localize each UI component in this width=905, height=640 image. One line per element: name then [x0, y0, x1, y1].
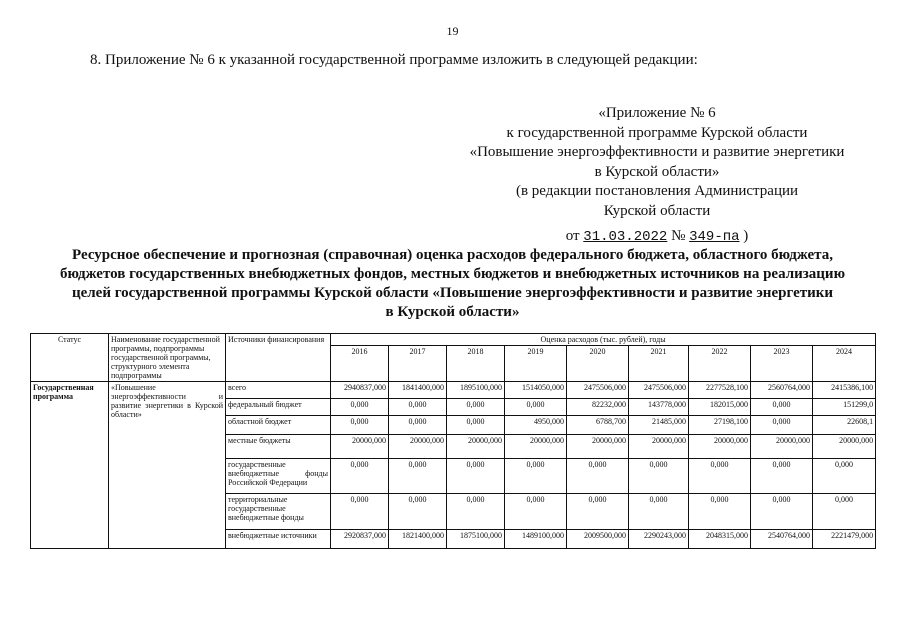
value-cell: 0,000	[331, 459, 389, 494]
value-cell: 0,000	[331, 494, 389, 530]
resource-table	[30, 333, 876, 549]
header-name: Наименование государственной программы, подпрограммы государственной программы, структурного элемента подпрограммы	[109, 334, 226, 382]
value-cell: 0,000	[447, 416, 505, 435]
appendix-line-4: в Курской области»	[594, 163, 720, 180]
value-cell: 20000,000	[389, 435, 447, 459]
appendix-line-2: к государственной программе Курской области	[506, 124, 808, 141]
value-cell: 2940837,000	[331, 382, 389, 399]
number-prefix: №	[671, 228, 686, 244]
value-cell: 6788,700	[567, 416, 629, 435]
appendix-line-6: Курской области	[603, 202, 711, 219]
value-cell: 2221479,000	[813, 530, 876, 549]
value-cell: 1489100,000	[505, 530, 567, 549]
appendix-line-3: «Повышение энергоэффективности и развитие энергетики	[469, 144, 845, 160]
value-cell: 0,000	[751, 459, 813, 494]
value-cell: 0,000	[331, 399, 389, 416]
value-cell: 2475506,000	[567, 382, 629, 399]
source-cell: всего	[226, 382, 331, 399]
value-cell: 2009500,000	[567, 530, 629, 549]
source-cell: территориальные государственные внебюджетные фонды	[226, 494, 331, 530]
value-cell: 20000,000	[813, 435, 876, 459]
decree-number: 349-па	[689, 229, 740, 245]
source-cell: областной бюджет	[226, 416, 331, 435]
value-cell: 20000,000	[567, 435, 629, 459]
header-source: Источники финансирования	[226, 334, 331, 382]
value-cell: 0,000	[389, 494, 447, 530]
header-estimate: Оценка расходов (тыс. рублей), годы	[331, 334, 876, 346]
value-cell: 2560764,000	[751, 382, 813, 399]
value-cell: 0,000	[505, 459, 567, 494]
status-cell: Государственная программа	[31, 382, 109, 549]
source-cell: государственные внебюджетные фонды Российской Федерации	[226, 459, 331, 494]
header-year: 2022	[689, 346, 751, 382]
page-number: 19	[446, 24, 459, 38]
value-cell: 143778,000	[629, 399, 689, 416]
header-year: 2016	[331, 346, 389, 382]
value-cell: 0,000	[629, 459, 689, 494]
value-cell: 20000,000	[505, 435, 567, 459]
value-cell: 0,000	[751, 399, 813, 416]
value-cell: 20000,000	[331, 435, 389, 459]
value-cell: 2415386,100	[813, 382, 876, 399]
value-cell: 151299,0	[813, 399, 876, 416]
header-year: 2020	[567, 346, 629, 382]
value-cell: 0,000	[813, 494, 876, 530]
value-cell: 0,000	[751, 494, 813, 530]
value-cell: 0,000	[567, 494, 629, 530]
title-line-1: Ресурсное обеспечение и прогнозная (справочная) оценка расходов федерального бюджета, областного бюджета,	[72, 247, 833, 263]
appendix-line-1: «Приложение № 6	[598, 105, 716, 121]
source-cell: федеральный бюджет	[226, 399, 331, 416]
value-cell: 0,000	[751, 416, 813, 435]
value-cell: 0,000	[389, 459, 447, 494]
value-cell: 0,000	[389, 416, 447, 435]
value-cell: 2540764,000	[751, 530, 813, 549]
value-cell: 1821400,000	[389, 530, 447, 549]
value-cell: 1841400,000	[389, 382, 447, 399]
value-cell: 1875100,000	[447, 530, 505, 549]
value-cell: 27198,100	[689, 416, 751, 435]
header-year: 2019	[505, 346, 567, 382]
value-cell: 20000,000	[689, 435, 751, 459]
title-line-3: целей государственной программы Курской области «Повышение энергоэффективности и развитие энергетики	[71, 285, 834, 301]
value-cell: 2475506,000	[629, 382, 689, 399]
value-cell: 20000,000	[751, 435, 813, 459]
value-cell: 0,000	[389, 399, 447, 416]
closing-paren: )	[743, 228, 749, 244]
value-cell: 182015,000	[689, 399, 751, 416]
value-cell: 0,000	[813, 459, 876, 494]
value-cell: 2277528,100	[689, 382, 751, 399]
header-year: 2018	[447, 346, 505, 382]
value-cell: 0,000	[629, 494, 689, 530]
value-cell: 0,000	[689, 459, 751, 494]
value-cell: 1895100,000	[447, 382, 505, 399]
decree-date: 31.03.2022	[583, 229, 668, 245]
header-year: 2017	[389, 346, 447, 382]
date-prefix: от	[565, 228, 580, 244]
header-year: 2024	[813, 346, 876, 382]
header-year: 2023	[751, 346, 813, 382]
value-cell: 0,000	[331, 416, 389, 435]
value-cell: 0,000	[689, 494, 751, 530]
appendix-line-5: (в редакции постановления Администрации	[515, 183, 799, 199]
resource-table-wrap	[30, 333, 875, 549]
value-cell: 20000,000	[447, 435, 505, 459]
title-line-4: в Курской области»	[385, 304, 520, 320]
appendix-heading	[442, 104, 872, 248]
header-year: 2021	[629, 346, 689, 382]
value-cell: 0,000	[447, 494, 505, 530]
value-cell: 0,000	[447, 399, 505, 416]
value-cell: 22608,1	[813, 416, 876, 435]
source-cell: местные бюджеты	[226, 435, 331, 459]
program-name-cell: «Повышение энергоэффективности и развитие энергетики в Курской области»	[109, 382, 226, 549]
value-cell: 20000,000	[629, 435, 689, 459]
appendix-dateline	[442, 227, 872, 248]
table-row	[31, 382, 876, 399]
value-cell: 2920837,000	[331, 530, 389, 549]
value-cell: 0,000	[505, 494, 567, 530]
value-cell: 0,000	[447, 459, 505, 494]
source-cell: внебюджетные источники	[226, 530, 331, 549]
instruction-paragraph: 8. Приложение № 6 к указанной государственной программе изложить в следующей редакции:	[90, 52, 698, 68]
value-cell: 0,000	[505, 399, 567, 416]
value-cell: 82232,000	[567, 399, 629, 416]
title-line-2: бюджетов государственных внебюджетных фондов, местных бюджетов и внебюджетных источников на реализацию	[59, 266, 846, 282]
value-cell: 0,000	[567, 459, 629, 494]
value-cell: 1514050,000	[505, 382, 567, 399]
table-continuation	[30, 632, 875, 640]
value-cell: 21485,000	[629, 416, 689, 435]
header-status: Статус	[31, 334, 109, 382]
value-cell: 4950,000	[505, 416, 567, 435]
value-cell: 2290243,000	[629, 530, 689, 549]
value-cell: 2048315,000	[689, 530, 751, 549]
document-title	[0, 246, 905, 322]
